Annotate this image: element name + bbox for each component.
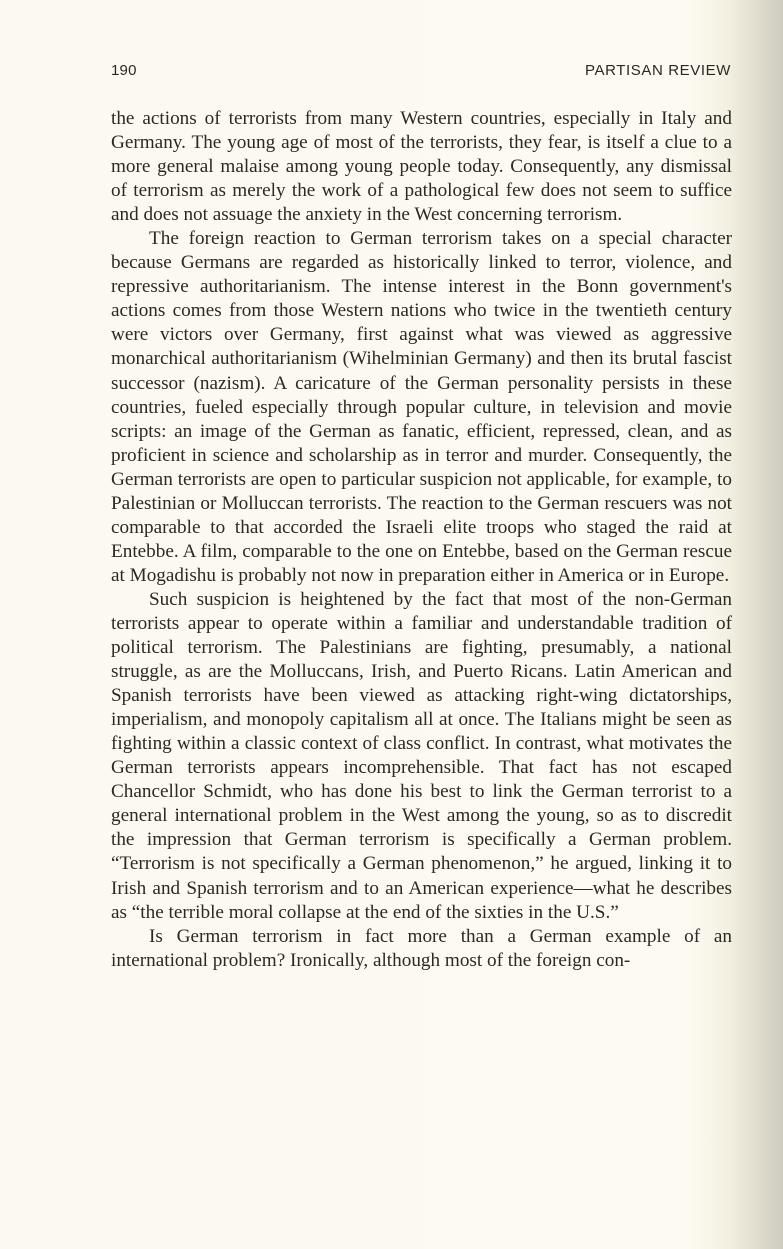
paragraph-foreign-reaction: The foreign reaction to German terrorism takes on a special character because Germans are regarded as historically linked to terror, violence, and repressive authoritarianism. The intense interest in the Bonn government's actions comes from those Western nations who twice in the twentieth century were victors over Germany, first against what was viewed as aggressive monarchical authoritarianism (Wihelminian Germany) and then its brutal fascist successor (nazism). A caricature of the German personality persists in these countries, fueled especially through popular culture, in television and movie scripts: an image of the German as fanatic, efficient, repressed, clean, and as proficient in science and scholarship as in terror and murder. Consequently, the German terrorists are open to particular suspicion not applicable, for example, to Palestinian or Molluccan terrorists. The reaction to the German rescuers was not comparable to that accorded the Israeli elite troops who staged the raid at Entebbe. A film, comparable to the one on Entebbe, based on the German rescue at Mogadishu is probably not now in preparation either in America or in Europe. (111, 228, 732, 586)
paragraph-suspicion: Such suspicion is heightened by the fact that most of the non-German terrorists appear to operate within a familiar and understandable tradition of political terrorism. The Palestinians are fighting, presumably, a national struggle, as are the Molluccans, Irish, and Puerto Ricans. Latin American and Spanish terrorists have been viewed as attacking right-wing dictatorships, imperialism, and monopoly capitalism all at once. The Italians might be seen as fighting within a classic context of class conflict. In contrast, what motivates the German terrorists appears incomprehensible. That fact has not escaped Chancellor Schmidt, who has done his best to link the German terrorist to a general international problem in the West among the young, so as to discredit the impression that German terrorism is specifically a German problem. “Terrorism is not specifically a German phenomenon,” he argued, linking it to Irish and Spanish terrorism and to an American experience—what he describes as “the terrible moral collapse at the end of the sixties in the U.S.” (111, 588, 732, 923)
page-number: 190 (111, 62, 137, 79)
running-head (111, 62, 731, 82)
body-text (111, 107, 732, 973)
paragraph-continuation: the actions of terrorists from many Western countries, especially in Italy and Germany. The young age of most of the terrorists, they fear, is itself a clue to a more general malaise among young people today. Consequently, any dismissal of terrorism as merely the work of a pathological few does not seem to suffice and does not assuage the anxiety in the West concerning terrorism. (111, 108, 732, 226)
journal-title: PARTISAN REVIEW (585, 62, 731, 79)
paragraph-international-problem: Is German terrorism in fact more than a German example of an international problem? Ironically, although most of the foreign con- (111, 925, 732, 971)
